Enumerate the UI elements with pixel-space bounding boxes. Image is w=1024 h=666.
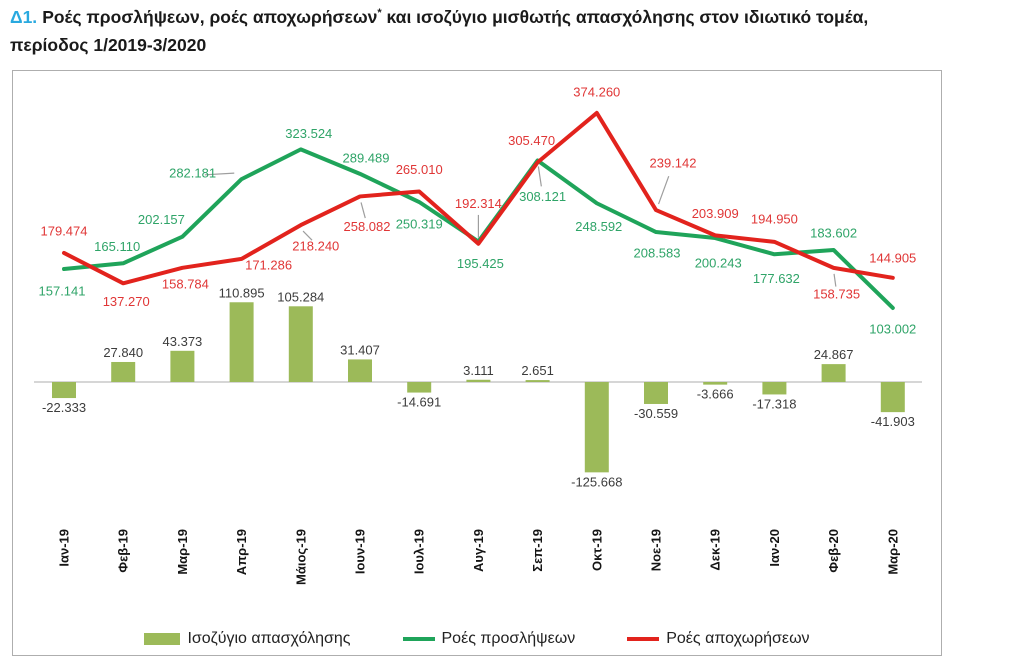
- line-data-label: 305.470: [508, 132, 556, 148]
- x-axis-label: Νοε-19: [648, 529, 664, 572]
- bar-Αυγ-19: [466, 380, 490, 382]
- line-data-label: 202.157: [137, 212, 185, 228]
- x-axis-label: Δεκ-19: [707, 529, 723, 571]
- line-data-label: 208.583: [633, 245, 681, 261]
- legend-item-balance: [144, 630, 350, 648]
- red-line-swatch-icon: [627, 637, 659, 641]
- bar-data-label: -41.903: [870, 414, 915, 430]
- x-axis-label: Μαρ-20: [885, 529, 901, 575]
- bar-data-label: 105.284: [277, 289, 325, 305]
- x-axis-label: Ιουν-19: [352, 529, 368, 575]
- line-data-label: 158.735: [813, 286, 861, 302]
- chart-title: [10, 3, 1014, 59]
- line-data-label: 282.181: [169, 165, 217, 181]
- bar-data-label: 2.651: [521, 363, 554, 379]
- bar-data-label: -3.666: [696, 386, 734, 402]
- line-data-label: 323.524: [285, 125, 333, 141]
- bar-data-label: -22.333: [41, 400, 87, 416]
- line-data-label: 137.270: [102, 293, 150, 309]
- bar-Απρ-19: [230, 302, 254, 382]
- line-data-label: 183.602: [810, 225, 858, 241]
- line-data-label: 165.110: [94, 238, 141, 254]
- bar-data-label: -125.668: [571, 474, 623, 490]
- bar-Φεβ-19: [111, 362, 135, 382]
- line-data-label: 157.141: [38, 283, 86, 299]
- legend: [13, 630, 941, 648]
- bar-Ιαν-20: [762, 382, 786, 394]
- line-data-label: 289.489: [342, 150, 390, 166]
- chart-title-line2: περίοδος 1/2019-3/2020: [10, 35, 207, 55]
- line-data-label: 248.592: [575, 218, 623, 234]
- chart-title-line1: [10, 3, 1014, 31]
- x-axis-label: Απρ-19: [234, 529, 250, 576]
- bar-data-label: 31.407: [340, 342, 380, 358]
- x-axis-label: Οκτ-19: [589, 529, 605, 571]
- line-data-label: 158.784: [161, 276, 209, 292]
- line-data-label: 265.010: [395, 161, 443, 177]
- line-data-label: 195.425: [456, 255, 504, 271]
- title-text-2: και ισοζύγιο μισθωτής απασχόλησης στον ιδιωτικό τομέα,: [381, 7, 869, 27]
- line-data-label: 308.121: [519, 188, 567, 204]
- label-leader-line: [538, 166, 541, 186]
- line-data-label: 200.243: [694, 255, 742, 271]
- footnote-asterisk: *: [377, 7, 382, 20]
- x-axis-label: Ιαν-19: [56, 529, 72, 567]
- line-data-label: 171.286: [245, 257, 293, 273]
- line-data-label: 192.314: [454, 196, 502, 212]
- line-data-label: 177.632: [752, 270, 800, 286]
- bar-Μαρ-19: [170, 351, 194, 382]
- label-leader-line: [659, 176, 669, 204]
- line-data-label: 239.142: [649, 155, 697, 171]
- legend-label-balance: Ισοζύγιο απασχόλησης: [187, 630, 351, 647]
- title-text-1: Ροές προσλήψεων, ροές αποχωρήσεων: [42, 7, 378, 27]
- x-axis-label: Μάιος-19: [293, 529, 309, 585]
- line-data-label: 103.002: [869, 321, 917, 337]
- line-data-label: 179.474: [40, 223, 88, 239]
- bar-data-label: 3.111: [463, 362, 494, 378]
- x-axis-label: Σεπ-19: [530, 529, 546, 572]
- green-line-swatch-icon: [403, 637, 435, 641]
- line-data-label: 258.082: [343, 218, 391, 234]
- legend-label-hires: Ροές προσλήψεων: [441, 630, 576, 647]
- line-data-label: 218.240: [292, 238, 340, 254]
- chart-area: [12, 70, 942, 656]
- bar-data-label: -30.559: [633, 405, 679, 421]
- bar-Ιουν-19: [348, 359, 372, 382]
- bar-Μαρ-20: [881, 382, 905, 412]
- x-axis-label: Φεβ-19: [115, 529, 131, 573]
- bar-data-label: -14.691: [397, 394, 442, 410]
- legend-item-departures: [627, 630, 809, 648]
- bar-data-label: 43.373: [162, 333, 203, 349]
- bar-Ιουλ-19: [407, 382, 431, 393]
- bar-data-label: 110.895: [218, 285, 265, 301]
- bar-data-label: 24.867: [813, 347, 854, 363]
- bar-swatch-icon: [144, 633, 180, 645]
- bar-Ιαν-19: [52, 382, 76, 398]
- x-axis-label: Ιαν-20: [766, 529, 782, 567]
- bar-Φεβ-20: [822, 364, 846, 382]
- label-leader-line: [834, 274, 836, 287]
- figure-number: Δ1.: [10, 7, 38, 27]
- chart-canvas: [13, 71, 940, 623]
- x-axis-label: Μαρ-19: [174, 529, 190, 575]
- bar-Οκτ-19: [585, 382, 609, 472]
- bar-Δεκ-19: [703, 382, 727, 385]
- bar-data-label: -17.318: [752, 396, 797, 412]
- label-leader-line: [361, 202, 365, 218]
- legend-label-departures: Ροές αποχωρήσεων: [666, 630, 810, 647]
- bar-Νοε-19: [644, 382, 668, 404]
- line-data-label: 144.905: [869, 250, 917, 266]
- x-axis-label: Αυγ-19: [470, 529, 486, 572]
- line-data-label: 203.909: [691, 205, 739, 221]
- bar-Σεπ-19: [526, 380, 550, 382]
- legend-item-hires: [403, 630, 576, 648]
- x-axis-label: Φεβ-20: [826, 529, 842, 573]
- x-axis-label: Ιουλ-19: [411, 529, 427, 575]
- line-data-label: 250.319: [395, 216, 443, 232]
- line-data-label: 194.950: [750, 211, 798, 227]
- bar-Μάιος-19: [289, 306, 313, 382]
- line-data-label: 374.260: [573, 84, 621, 100]
- bar-data-label: 27.840: [103, 344, 144, 360]
